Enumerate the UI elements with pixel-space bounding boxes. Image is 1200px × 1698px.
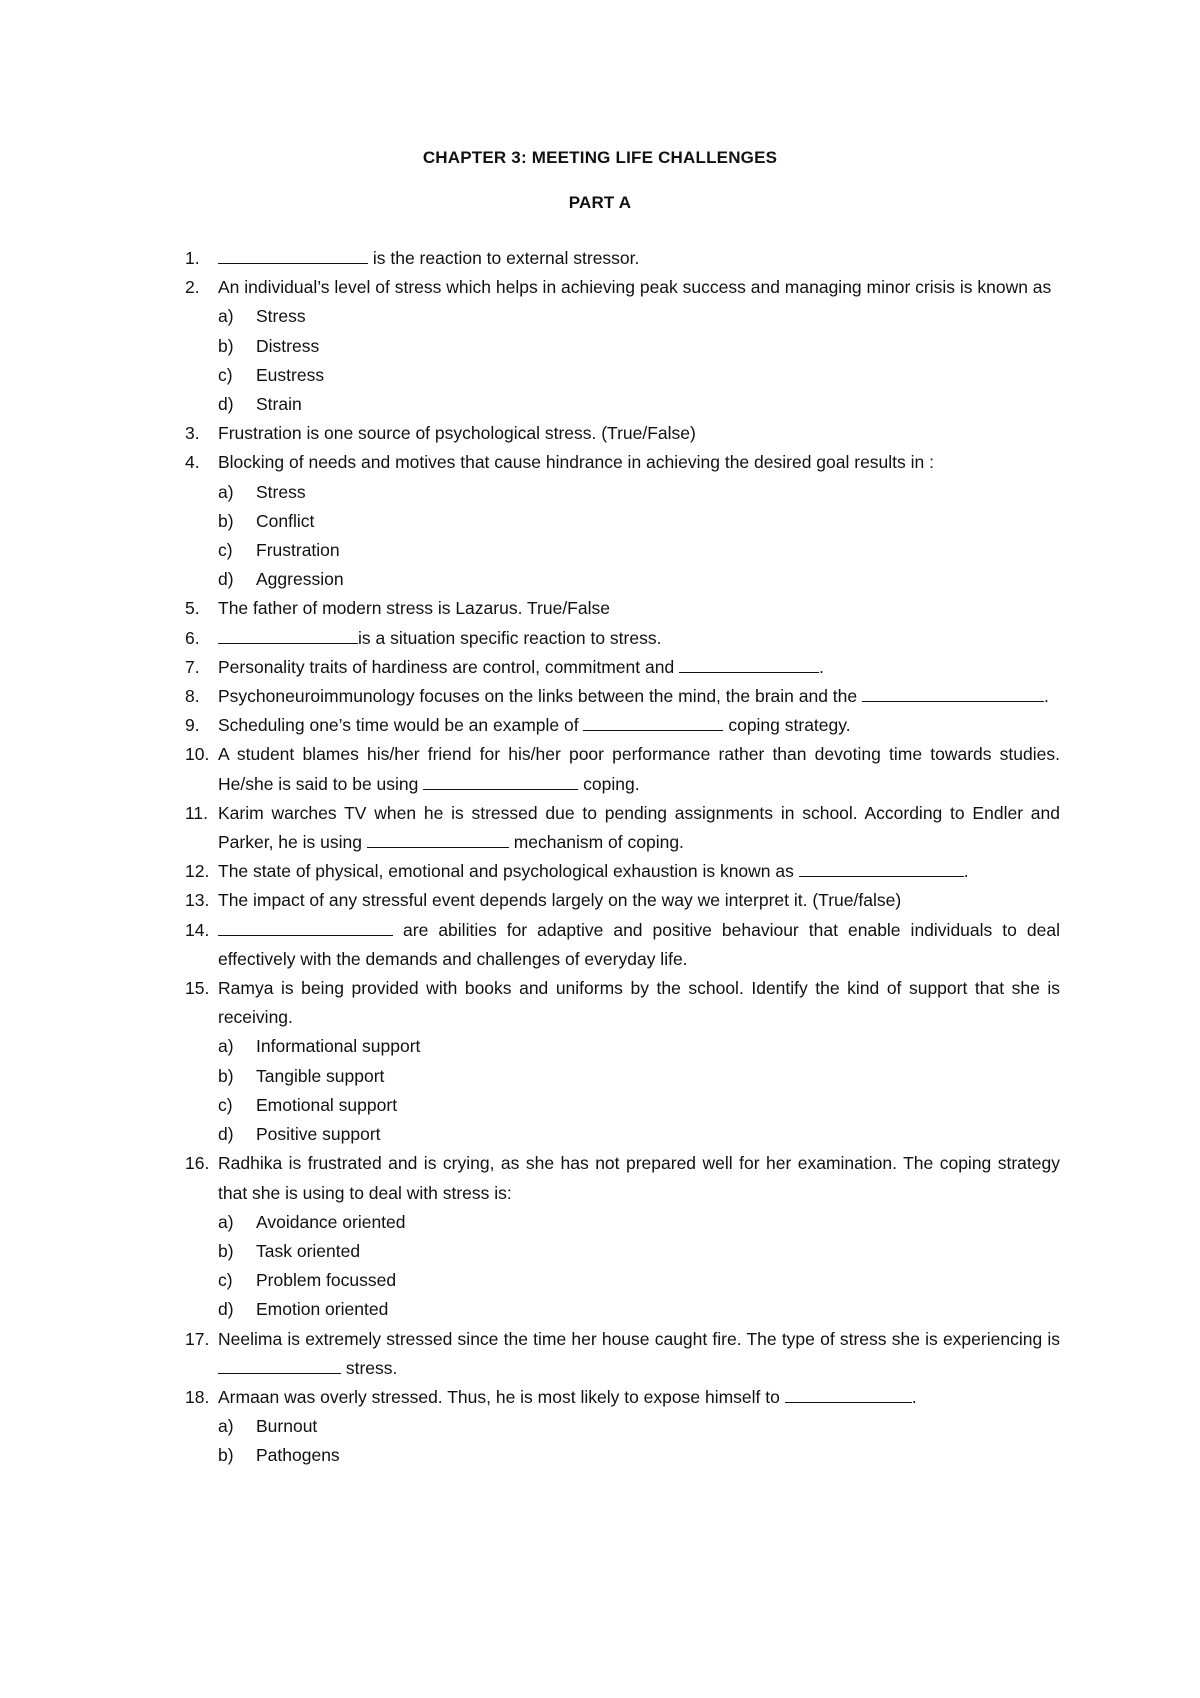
answer-blank — [583, 714, 723, 731]
question-item — [185, 273, 1060, 302]
question-number: 14. — [185, 919, 210, 940]
answer-blank — [862, 685, 1044, 702]
option-text: Emotional support — [256, 1094, 398, 1115]
question-text-after: . — [963, 861, 969, 882]
question-number: 13. — [185, 890, 210, 911]
question-item — [185, 711, 1060, 740]
question-text-after: . — [911, 1386, 917, 1407]
option-text: Aggression — [256, 569, 344, 590]
option-text: Positive support — [256, 1124, 381, 1145]
question-number: 4. — [185, 452, 200, 473]
question-number: 3. — [185, 423, 200, 444]
question-text: Frustration is one source of psychological stress. (True/False) — [218, 423, 696, 444]
answer-option — [185, 1062, 1060, 1091]
option-text: Conflict — [256, 510, 315, 531]
question-number: 6. — [185, 627, 200, 648]
question-number: 11. — [185, 802, 209, 823]
answer-option — [185, 507, 1060, 536]
question-number: 8. — [185, 686, 200, 707]
question-item — [185, 624, 1060, 653]
option-letter: d) — [218, 1299, 234, 1320]
question-number: 12. — [185, 861, 210, 882]
option-text: Task oriented — [256, 1240, 361, 1261]
option-text: Problem focussed — [256, 1270, 397, 1291]
answer-option — [185, 1295, 1060, 1324]
answer-option — [185, 565, 1060, 594]
answer-option — [185, 361, 1060, 390]
option-text: Tangible support — [256, 1065, 385, 1086]
answer-option — [185, 536, 1060, 565]
answer-option — [185, 478, 1060, 507]
option-text: Eustress — [256, 364, 325, 385]
question-number: 2. — [185, 277, 200, 298]
answer-blank — [423, 773, 578, 790]
question-item — [185, 594, 1060, 623]
question-item — [185, 974, 1060, 1032]
option-text: Stress — [256, 306, 306, 327]
question-number: 15. — [185, 978, 210, 999]
question-item — [185, 1149, 1060, 1207]
question-text-before: Psychoneuroimmunology focuses on the links between the mind, the brain and the — [218, 686, 862, 707]
answer-option — [185, 390, 1060, 419]
option-letter: a) — [218, 1416, 234, 1437]
option-letter: a) — [218, 1211, 234, 1232]
question-item — [185, 857, 1060, 886]
question-number: 16. — [185, 1153, 210, 1174]
option-text: Stress — [256, 481, 306, 502]
question-item — [185, 886, 1060, 915]
question-text-before: A student blames his/her friend for his/her poor performance rather than devoting time towards studies. He/she is said to be using — [218, 744, 1060, 794]
question-text: The father of modern stress is Lazarus. True/False — [218, 598, 610, 619]
answer-option — [185, 1032, 1060, 1061]
question-text: An individual’s level of stress which helps in achieving peak success and managing minor crisis is known as — [218, 277, 1052, 298]
question-text-after: is the reaction to external stressor. — [368, 248, 640, 268]
question-text-before: Neelima is extremely stressed since the time her house caught fire. The type of stress she is experiencing is — [218, 1328, 1060, 1349]
option-letter: b) — [218, 335, 234, 356]
chapter-title: CHAPTER 3: MEETING LIFE CHALLENGES — [422, 148, 778, 167]
option-text: Distress — [256, 335, 320, 356]
question-number: 17. — [185, 1328, 210, 1349]
answer-blank — [367, 831, 509, 848]
option-letter: a) — [218, 481, 234, 502]
option-letter: c) — [218, 1270, 233, 1291]
answer-blank — [799, 860, 964, 877]
option-letter: c) — [218, 1094, 233, 1115]
question-text: Radhika is frustrated and is crying, as she has not prepared well for her examination. The coping strategy that she is using to deal with stress is: — [218, 1153, 1060, 1203]
question-item — [185, 244, 1060, 273]
question-text-after: is a situation specific reaction to stress. — [358, 627, 662, 648]
answer-option — [185, 1208, 1060, 1237]
answer-option — [185, 1266, 1060, 1295]
question-text-after: stress. — [341, 1357, 398, 1378]
question-text-before: The state of physical, emotional and psychological exhaustion is known as — [218, 861, 799, 882]
question-list — [185, 244, 1060, 1471]
question-item — [185, 653, 1060, 682]
question-number: 18. — [185, 1386, 210, 1407]
question-number: 7. — [185, 656, 200, 677]
question-text-after: mechanism of coping. — [508, 832, 684, 853]
question-item — [185, 1325, 1060, 1383]
option-text: Informational support — [256, 1036, 421, 1057]
question-item — [185, 916, 1060, 974]
question-item — [185, 419, 1060, 448]
answer-option — [185, 332, 1060, 361]
question-text: The impact of any stressful event depends largely on the way we interpret it. (True/false) — [218, 890, 902, 911]
answer-option — [185, 1412, 1060, 1441]
answer-option — [185, 302, 1060, 331]
answer-blank — [218, 1357, 341, 1374]
question-number: 1. — [185, 248, 200, 268]
question-item — [185, 682, 1060, 711]
option-letter: d) — [218, 1124, 234, 1145]
answer-blank — [785, 1386, 912, 1403]
question-item — [185, 799, 1060, 857]
question-text-after: . — [1044, 686, 1049, 707]
question-text: Blocking of needs and motives that cause hindrance in achieving the desired goal results in : — [218, 452, 934, 473]
question-number: 9. — [185, 715, 200, 736]
question-text-before: Scheduling one’s time would be an example of — [218, 715, 584, 736]
question-item — [185, 448, 1060, 477]
answer-blank — [218, 247, 368, 264]
question-text-after: . — [819, 656, 824, 677]
option-letter: c) — [218, 540, 233, 561]
option-letter: d) — [218, 569, 234, 590]
question-text-before: Armaan was overly stressed. Thus, he is most likely to expose himself to — [218, 1386, 785, 1407]
option-text: Strain — [256, 394, 302, 415]
option-text: Emotion oriented — [256, 1299, 389, 1320]
question-text-before: Karim warches TV when he is stressed due to pending assignments in school. According to Endler and Parker, he is using — [218, 802, 1060, 853]
option-letter: c) — [218, 364, 233, 385]
question-number: 5. — [185, 598, 200, 619]
option-letter: a) — [218, 1036, 234, 1057]
option-letter: d) — [218, 394, 234, 415]
question-text: Ramya is being provided with books and uniforms by the school. Identify the kind of support that she is receiving. — [218, 978, 1060, 1028]
option-text: Frustration — [256, 540, 340, 561]
answer-option — [185, 1441, 1060, 1470]
part-heading: PART A — [568, 193, 632, 212]
answer-option — [185, 1237, 1060, 1266]
question-number: 10. — [185, 744, 210, 765]
question-text-after: coping. — [578, 773, 640, 794]
option-letter: b) — [218, 1240, 234, 1261]
option-text: Pathogens — [256, 1445, 340, 1466]
option-letter: b) — [218, 510, 234, 531]
question-item — [185, 1383, 1060, 1412]
option-letter: b) — [218, 1445, 234, 1466]
question-item — [185, 740, 1060, 798]
option-text: Avoidance oriented — [256, 1211, 406, 1232]
answer-blank — [218, 627, 358, 644]
answer-option — [185, 1120, 1060, 1149]
question-text-after: are abilities for adaptive and positive behaviour that enable individuals to deal effectively with the demands and challenges of everyday life. — [218, 919, 1060, 969]
option-letter: a) — [218, 306, 234, 327]
answer-blank — [679, 656, 819, 673]
answer-blank — [218, 919, 393, 936]
option-letter: b) — [218, 1065, 234, 1086]
question-text-after: coping strategy. — [723, 715, 851, 736]
option-text: Burnout — [256, 1416, 318, 1437]
question-text-before: Personality traits of hardiness are control, commitment and — [218, 656, 680, 677]
answer-option — [185, 1091, 1060, 1120]
